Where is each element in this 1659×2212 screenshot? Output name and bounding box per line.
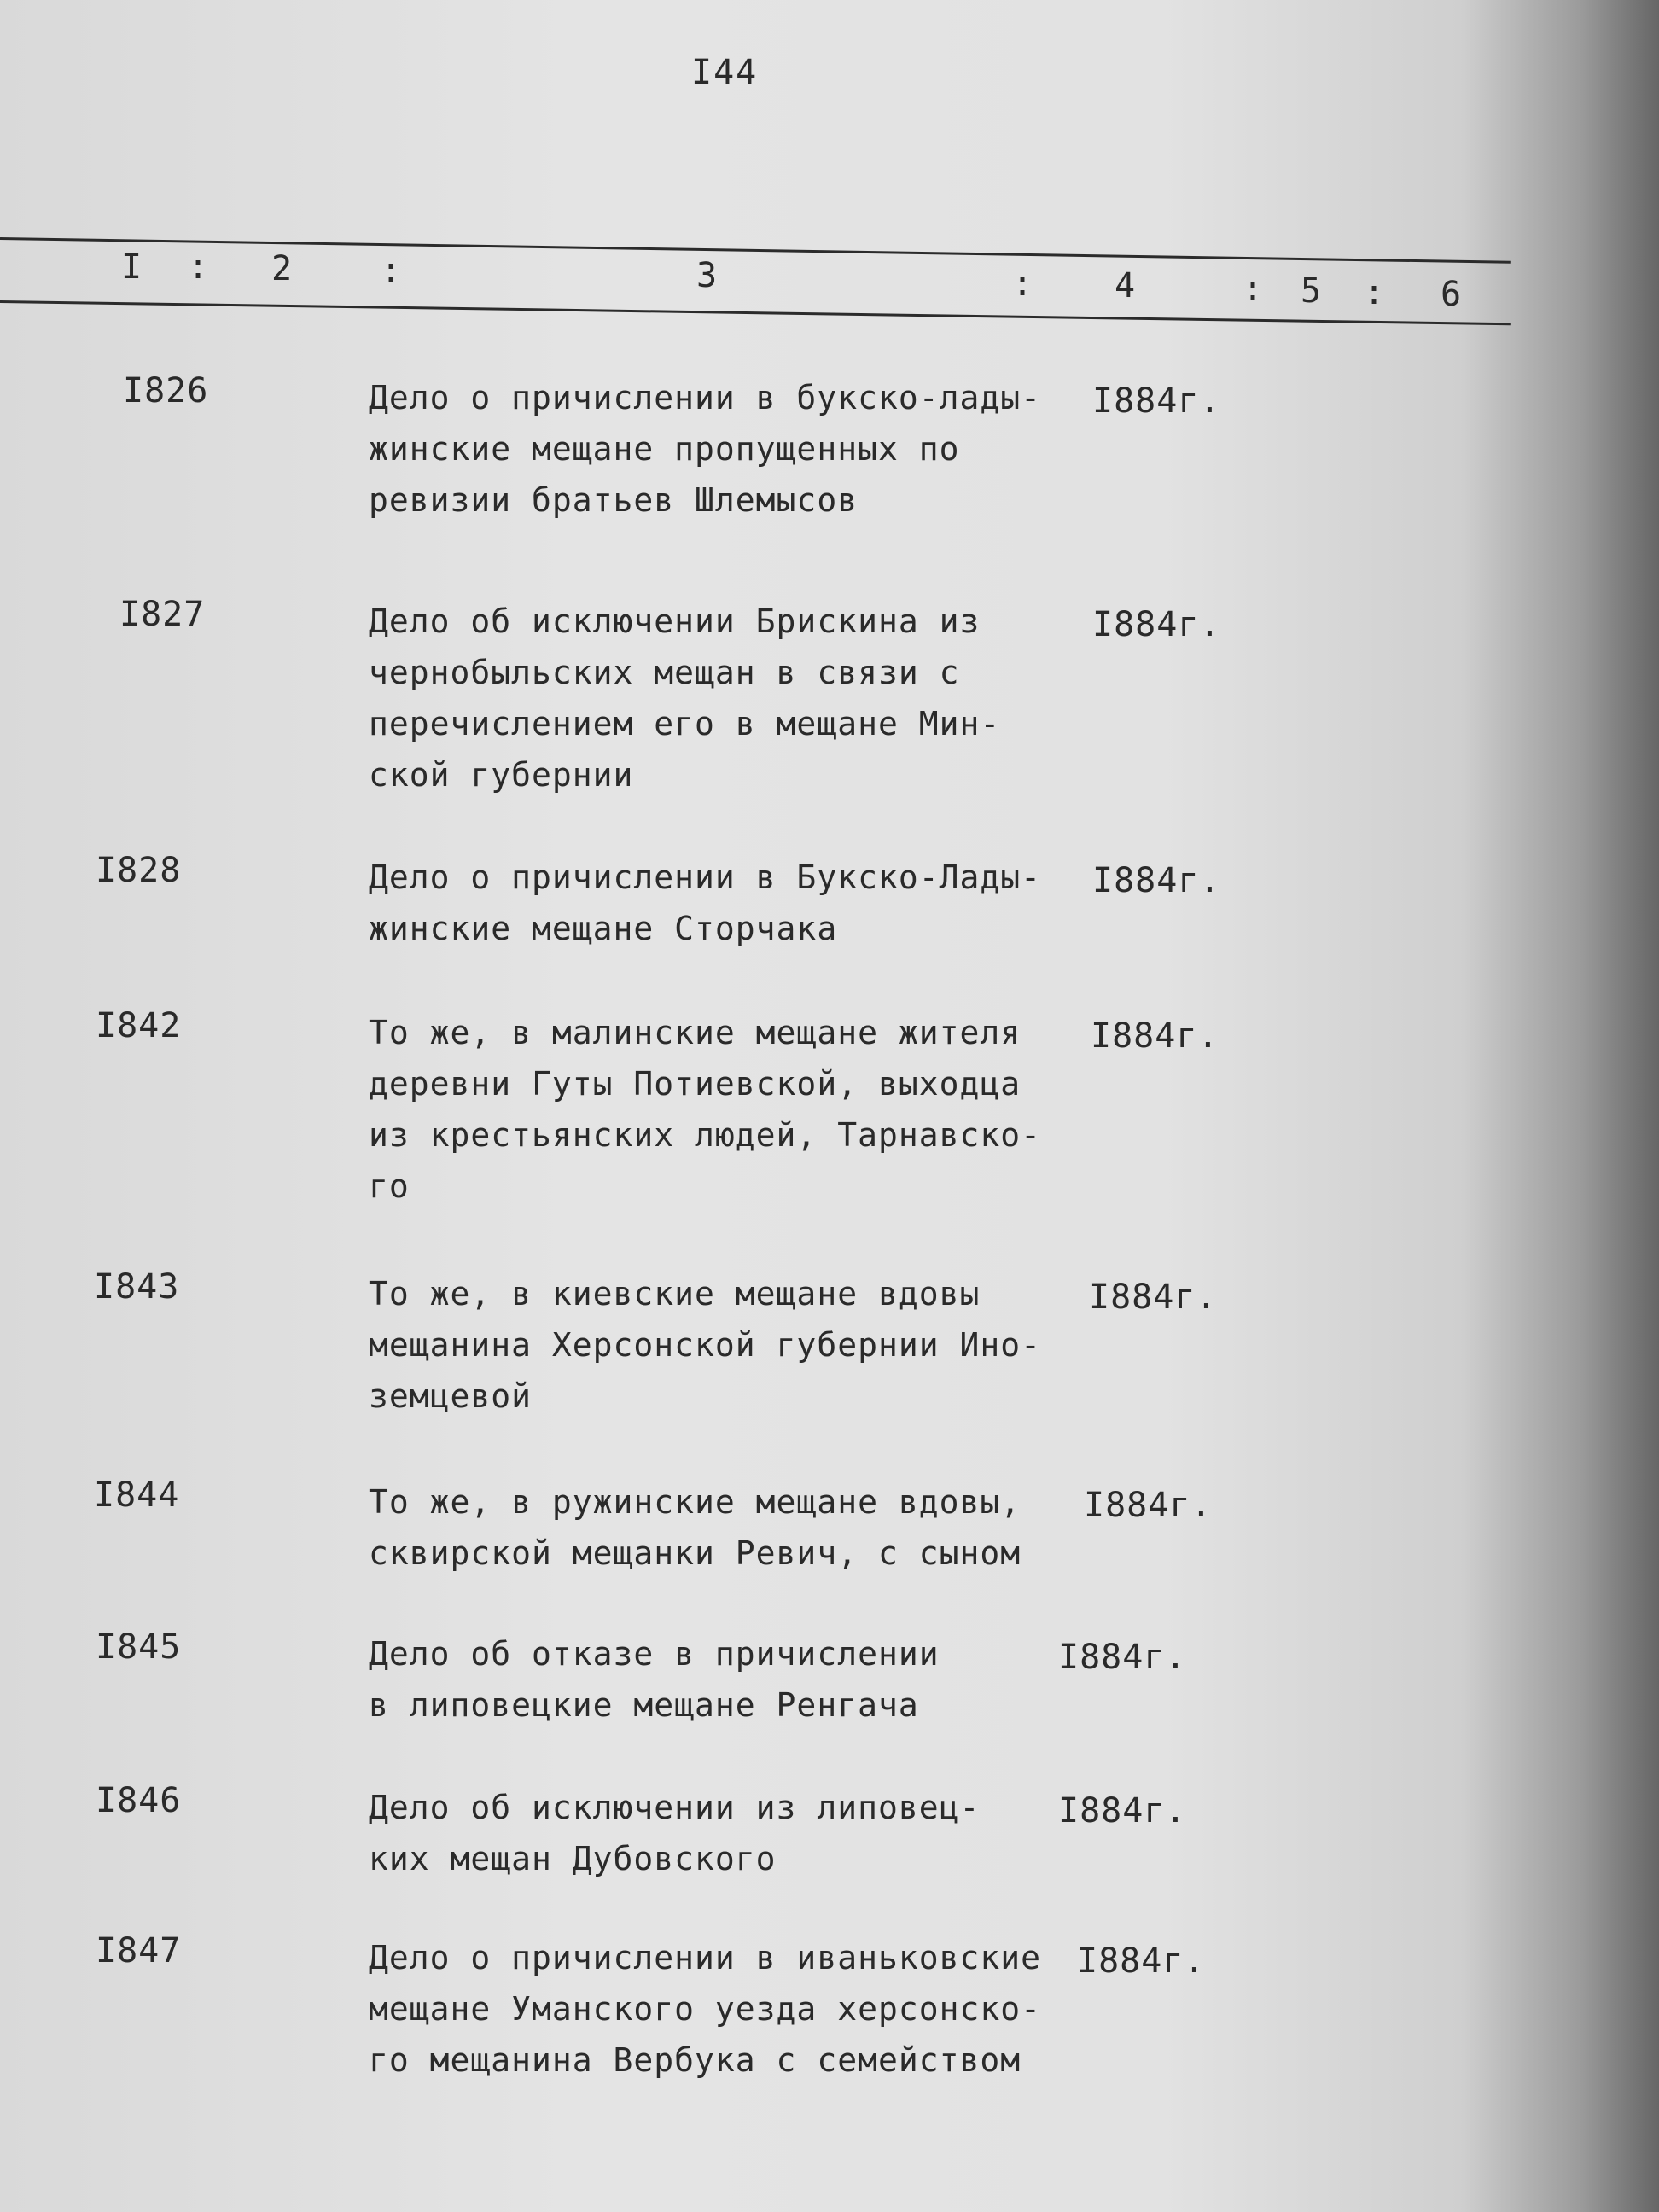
description-line: мещане Уманского уезда херсонско- (369, 1990, 1041, 2028)
description-line: То же, в киевские мещане вдовы (369, 1275, 981, 1313)
description-line: Дело об исключении из липовец- (369, 1789, 981, 1826)
description-line: го (369, 1167, 410, 1205)
record-number: I842 (96, 1006, 182, 1045)
record-number: I843 (94, 1267, 180, 1307)
description-line: деревни Гуты Потиевской, выходца (369, 1065, 1022, 1103)
description-line: земцевой (369, 1377, 533, 1415)
record-description (369, 1007, 1077, 1212)
column-separator: : (188, 247, 209, 287)
description-line: мещанина Херсонской губернии Ино- (369, 1326, 1041, 1364)
description-line: чернобыльских мещан в связи с (369, 654, 960, 691)
record-number: I845 (96, 1627, 182, 1667)
column-number-4: 4 (1115, 266, 1136, 306)
description-line: То же, в ружинские мещане вдовы, (369, 1483, 1022, 1521)
description-line: жинские мещане пропущенных по (369, 430, 960, 468)
column-number-2: 2 (271, 249, 293, 288)
column-separator: : (1243, 270, 1264, 309)
record-year: I884г. (1077, 1941, 1206, 1981)
record-number: I828 (96, 851, 182, 890)
description-line: сквирской мещанки Ревич, с сыном (369, 1534, 1022, 1572)
record-year: I884г. (1092, 861, 1221, 900)
record-description (369, 1268, 1077, 1422)
record-year: I884г. (1092, 605, 1221, 644)
description-line: го мещанина Вербука с семейством (369, 2041, 1022, 2079)
column-separator: : (1364, 273, 1385, 312)
description-line: Дело о причислении в букско-лады- (369, 379, 1041, 416)
description-line: в липовецкие мещане Ренгача (369, 1686, 919, 1724)
record-year: I884г. (1091, 1016, 1220, 1056)
record-description (369, 1476, 1077, 1579)
page-edge-shadow (1463, 0, 1659, 2212)
record-year: I884г. (1058, 1638, 1187, 1677)
record-year: I884г. (1084, 1486, 1213, 1525)
record-description (369, 1932, 1077, 2086)
record-description (369, 1782, 1077, 1884)
record-number: I844 (94, 1476, 180, 1515)
record-description (369, 372, 1077, 526)
description-line: перечислением его в мещане Мин- (369, 705, 1001, 742)
description-line: Дело о причислении в Букско-Лады- (369, 859, 1041, 896)
table-header-bottom-rule (0, 300, 1511, 325)
description-line: Дело об исключении Брискина из (369, 602, 981, 640)
column-number-1: I (121, 247, 143, 287)
record-year: I884г. (1058, 1791, 1187, 1831)
description-line: Дело о причислении в иваньковские (369, 1939, 1041, 1976)
record-description (369, 852, 1077, 954)
record-description (369, 1628, 1077, 1731)
description-line: из крестьянских людей, Тарнавско- (369, 1116, 1041, 1154)
column-separator: : (1012, 265, 1033, 304)
description-line: Дело об отказе в причислении (369, 1635, 940, 1673)
column-number-5: 5 (1301, 271, 1322, 311)
page-number: I44 (691, 53, 759, 92)
record-year: I884г. (1092, 381, 1221, 421)
description-line: ких мещан Дубовского (369, 1840, 777, 1877)
table-header-top-rule (0, 237, 1511, 264)
column-number-6: 6 (1441, 275, 1462, 314)
description-line: жинские мещане Сторчака (369, 910, 838, 947)
description-line: То же, в малинские мещане жителя (369, 1014, 1022, 1051)
column-separator: : (381, 251, 402, 290)
record-number: I847 (96, 1931, 182, 1970)
record-description (369, 596, 1077, 800)
record-number: I827 (119, 595, 206, 634)
record-number: I846 (96, 1781, 182, 1820)
record-number: I826 (123, 371, 209, 410)
description-line: ревизии братьев Шлемысов (369, 481, 859, 519)
column-number-3: 3 (696, 256, 718, 295)
record-year: I884г. (1089, 1278, 1218, 1317)
description-line: ской губернии (369, 756, 634, 794)
